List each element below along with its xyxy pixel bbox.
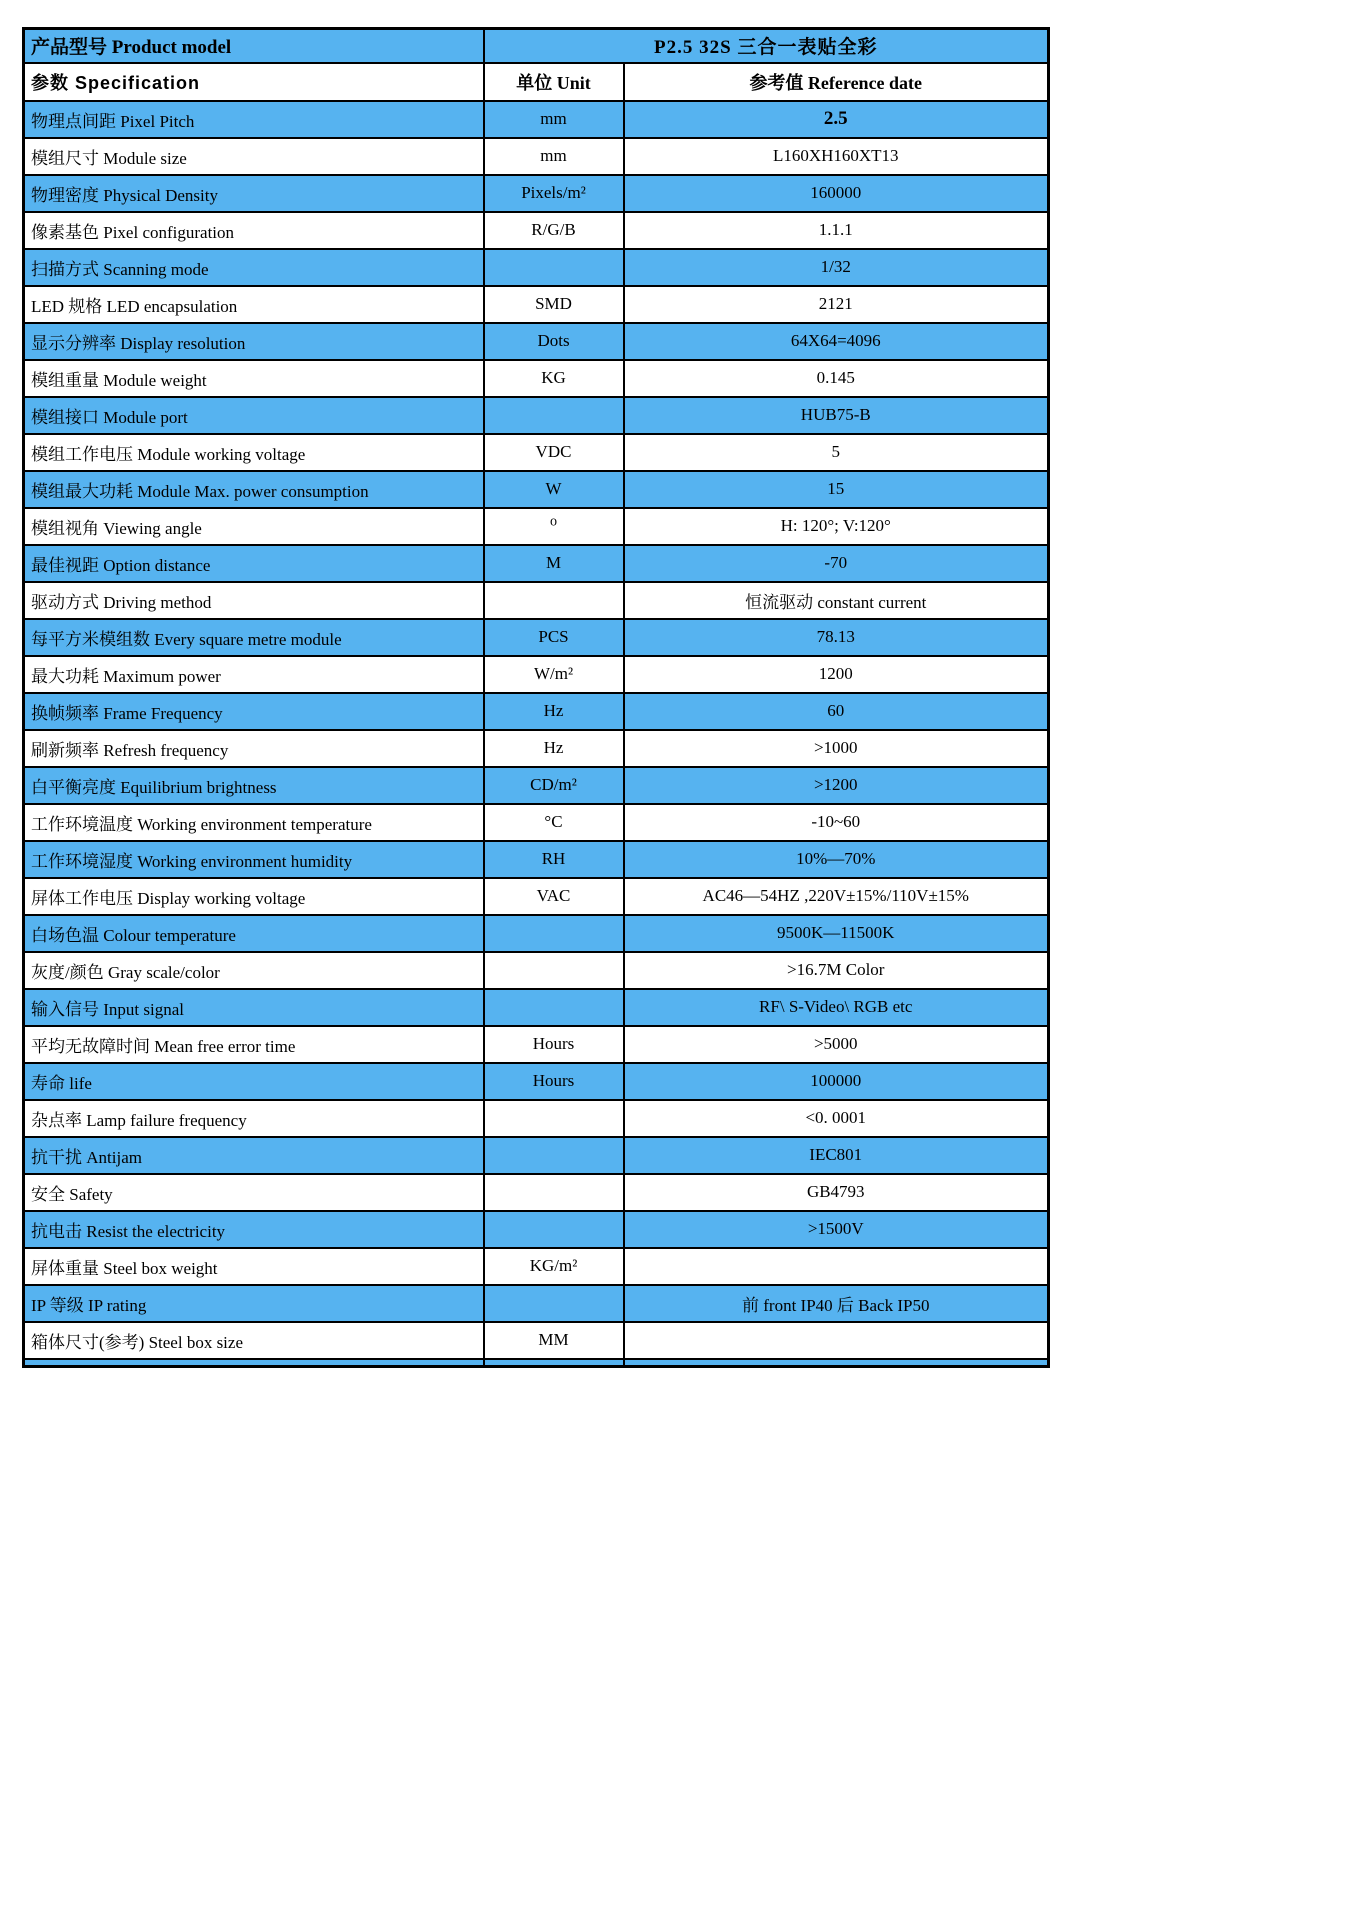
unit-cell: Hours — [484, 1063, 624, 1100]
unit-cell: VDC — [484, 434, 624, 471]
spec-name-cell: 刷新频率 Refresh frequency — [24, 730, 484, 767]
table-row — [24, 656, 1049, 693]
table-row — [24, 1137, 1049, 1174]
product-model-value: P2.5 32S 三合一表贴全彩 — [484, 29, 1049, 63]
spec-name-cell: 箱体尺寸(参考) Steel box size — [24, 1322, 484, 1359]
table-row — [24, 989, 1049, 1026]
reference-value-cell: 前 front IP40 后 Back IP50 — [624, 1285, 1049, 1322]
spec-name-cell: 白平衡亮度 Equilibrium brightness — [24, 767, 484, 804]
reference-value-cell: 15 — [624, 471, 1049, 508]
table-row — [24, 582, 1049, 619]
table-row — [24, 1174, 1049, 1211]
reference-value-cell: 1/32 — [624, 249, 1049, 286]
reference-value-cell: 0.145 — [624, 360, 1049, 397]
table-row — [24, 767, 1049, 804]
reference-value-cell: 5 — [624, 434, 1049, 471]
spec-name-cell: 白场色温 Colour temperature — [24, 915, 484, 952]
reference-value-cell: 1200 — [624, 656, 1049, 693]
spec-name-cell: 安全 Safety — [24, 1174, 484, 1211]
unit-cell: Hz — [484, 730, 624, 767]
spec-name-cell: IP 等级 IP rating — [24, 1285, 484, 1322]
unit-cell — [484, 249, 624, 286]
product-model-label: 产品型号 Product model — [24, 29, 484, 63]
reference-value-cell: 64X64=4096 — [624, 323, 1049, 360]
spec-name-cell: 最佳视距 Option distance — [24, 545, 484, 582]
title-row — [24, 29, 1049, 63]
reference-value-cell: >16.7M Color — [624, 952, 1049, 989]
unit-cell — [484, 1100, 624, 1137]
spec-name-cell: 模组接口 Module port — [24, 397, 484, 434]
unit-cell: Pixels/m² — [484, 175, 624, 212]
unit-cell — [484, 1285, 624, 1322]
table-row — [24, 175, 1049, 212]
table-row — [24, 952, 1049, 989]
unit-cell — [484, 989, 624, 1026]
column-header-unit: 单位 Unit — [484, 63, 624, 101]
table-row — [24, 1248, 1049, 1285]
unit-cell: R/G/B — [484, 212, 624, 249]
reference-value-cell — [624, 1322, 1049, 1359]
spec-name-cell: 屏体重量 Steel box weight — [24, 1248, 484, 1285]
table-row — [24, 101, 1049, 138]
table-row — [24, 1100, 1049, 1137]
spec-name-cell: 抗干扰 Antijam — [24, 1137, 484, 1174]
unit-cell: KG — [484, 360, 624, 397]
unit-cell: W/m² — [484, 656, 624, 693]
spec-name-cell: 物理密度 Physical Density — [24, 175, 484, 212]
spec-name-cell: 物理点间距 Pixel Pitch — [24, 101, 484, 138]
table-row — [24, 508, 1049, 545]
spec-name-cell: 工作环境温度 Working environment temperature — [24, 804, 484, 841]
unit-cell — [484, 582, 624, 619]
reference-value-cell: 10%—70% — [624, 841, 1049, 878]
unit-cell: SMD — [484, 286, 624, 323]
reference-value-cell: AC46—54HZ ,220V±15%/110V±15% — [624, 878, 1049, 915]
spec-sheet — [22, 27, 1050, 1368]
table-row — [24, 841, 1049, 878]
table-row — [24, 434, 1049, 471]
spec-name-cell: 驱动方式 Driving method — [24, 582, 484, 619]
reference-value-cell: L160XH160XT13 — [624, 138, 1049, 175]
table-row — [24, 1322, 1049, 1359]
column-header-specification: 参数 Specification — [24, 63, 484, 101]
reference-value-cell: 1.1.1 — [624, 212, 1049, 249]
unit-cell — [484, 915, 624, 952]
table-row — [24, 286, 1049, 323]
bottom-strip-cell — [624, 1359, 1049, 1367]
table-row — [24, 397, 1049, 434]
table-row — [24, 1285, 1049, 1322]
reference-value-cell: GB4793 — [624, 1174, 1049, 1211]
spec-table — [22, 27, 1050, 1368]
spec-name-cell: 寿命 life — [24, 1063, 484, 1100]
unit-cell: M — [484, 545, 624, 582]
spec-name-cell: 模组重量 Module weight — [24, 360, 484, 397]
table-row — [24, 360, 1049, 397]
bottom-strip-row — [24, 1359, 1049, 1367]
unit-cell: Hz — [484, 693, 624, 730]
column-header-reference-date: 参考值 Reference date — [624, 63, 1049, 101]
table-row — [24, 138, 1049, 175]
reference-value-cell: <0. 0001 — [624, 1100, 1049, 1137]
spec-name-cell: 每平方米模组数 Every square metre module — [24, 619, 484, 656]
reference-value-cell: 78.13 — [624, 619, 1049, 656]
unit-cell — [484, 952, 624, 989]
unit-cell: mm — [484, 101, 624, 138]
table-row — [24, 730, 1049, 767]
bottom-strip-cell — [24, 1359, 484, 1367]
unit-cell: Hours — [484, 1026, 624, 1063]
table-row — [24, 212, 1049, 249]
table-row — [24, 1026, 1049, 1063]
spec-name-cell: 输入信号 Input signal — [24, 989, 484, 1026]
spec-name-cell: 模组视角 Viewing angle — [24, 508, 484, 545]
spec-name-cell: LED 规格 LED encapsulation — [24, 286, 484, 323]
unit-cell: Dots — [484, 323, 624, 360]
reference-value-cell: >5000 — [624, 1026, 1049, 1063]
table-row — [24, 545, 1049, 582]
spec-name-cell: 杂点率 Lamp failure frequency — [24, 1100, 484, 1137]
unit-cell: RH — [484, 841, 624, 878]
reference-value-cell — [624, 1248, 1049, 1285]
bottom-strip-cell — [484, 1359, 624, 1367]
unit-cell: PCS — [484, 619, 624, 656]
spec-name-cell: 像素基色 Pixel configuration — [24, 212, 484, 249]
spec-name-cell: 模组工作电压 Module working voltage — [24, 434, 484, 471]
unit-cell: CD/m² — [484, 767, 624, 804]
reference-value-cell: -10~60 — [624, 804, 1049, 841]
table-row — [24, 1211, 1049, 1248]
unit-cell: °C — [484, 804, 624, 841]
spec-name-cell: 抗电击 Resist the electricity — [24, 1211, 484, 1248]
unit-cell — [484, 1211, 624, 1248]
table-row — [24, 619, 1049, 656]
table-row — [24, 323, 1049, 360]
table-row — [24, 878, 1049, 915]
unit-cell: W — [484, 471, 624, 508]
table-row — [24, 915, 1049, 952]
reference-value-cell: >1500V — [624, 1211, 1049, 1248]
table-row — [24, 804, 1049, 841]
reference-value-cell: 60 — [624, 693, 1049, 730]
table-row — [24, 1063, 1049, 1100]
spec-name-cell: 扫描方式 Scanning mode — [24, 249, 484, 286]
reference-value-cell: >1200 — [624, 767, 1049, 804]
reference-value-cell: RF\ S-Video\ RGB etc — [624, 989, 1049, 1026]
reference-value-cell: -70 — [624, 545, 1049, 582]
table-row — [24, 249, 1049, 286]
spec-name-cell: 平均无故障时间 Mean free error time — [24, 1026, 484, 1063]
spec-name-cell: 模组尺寸 Module size — [24, 138, 484, 175]
reference-value-cell: 160000 — [624, 175, 1049, 212]
unit-cell: ⁰ — [484, 508, 624, 545]
spec-name-cell: 屏体工作电压 Display working voltage — [24, 878, 484, 915]
reference-value-cell: HUB75-B — [624, 397, 1049, 434]
column-header-row — [24, 63, 1049, 101]
unit-cell: KG/m² — [484, 1248, 624, 1285]
spec-name-cell: 模组最大功耗 Module Max. power consumption — [24, 471, 484, 508]
reference-value-cell: 恒流驱动 constant current — [624, 582, 1049, 619]
reference-value-cell: H: 120°; V:120° — [624, 508, 1049, 545]
reference-value-cell: 9500K—11500K — [624, 915, 1049, 952]
spec-table-body — [24, 101, 1049, 1367]
unit-cell — [484, 397, 624, 434]
unit-cell — [484, 1174, 624, 1211]
reference-value-cell: 100000 — [624, 1063, 1049, 1100]
spec-name-cell: 工作环境湿度 Working environment humidity — [24, 841, 484, 878]
spec-name-cell: 显示分辨率 Display resolution — [24, 323, 484, 360]
table-row — [24, 471, 1049, 508]
unit-cell: mm — [484, 138, 624, 175]
reference-value-cell: 2.5 — [624, 101, 1049, 138]
reference-value-cell: 2121 — [624, 286, 1049, 323]
reference-value-cell: IEC801 — [624, 1137, 1049, 1174]
table-row — [24, 693, 1049, 730]
unit-cell: MM — [484, 1322, 624, 1359]
spec-name-cell: 换帧频率 Frame Frequency — [24, 693, 484, 730]
unit-cell — [484, 1137, 624, 1174]
unit-cell: VAC — [484, 878, 624, 915]
spec-name-cell: 最大功耗 Maximum power — [24, 656, 484, 693]
spec-name-cell: 灰度/颜色 Gray scale/color — [24, 952, 484, 989]
reference-value-cell: >1000 — [624, 730, 1049, 767]
